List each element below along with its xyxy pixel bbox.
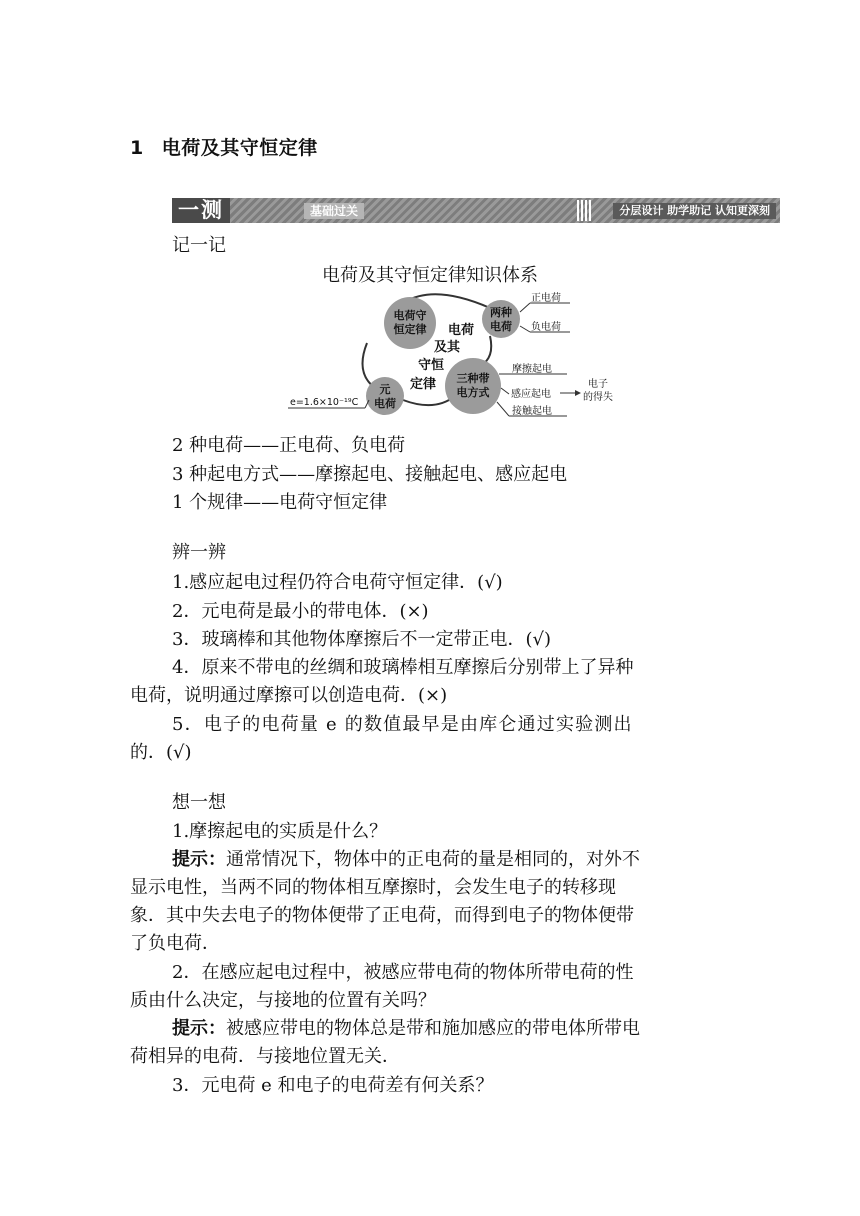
label-positive: 正电荷 xyxy=(531,293,561,304)
think-answer-2-line-2: 荷相异的电荷．与接地位置无关． xyxy=(130,1046,400,1067)
think-question-2-line-2: 质由什么决定，与接地的位置有关吗？ xyxy=(130,990,436,1011)
branch-induction-line xyxy=(501,388,509,394)
branch-contact-line xyxy=(497,402,509,416)
banner-middle-label: 基础过关 xyxy=(304,203,364,219)
distinguish-item-2: 2．元电荷是最小的带电体．(×) xyxy=(172,601,429,622)
diagram-title: 电荷及其守恒定律知识体系 xyxy=(322,265,538,286)
distinguish-item-4a: 4．原来不带电的丝绸和玻璃棒相互摩擦后分别带上了异种 xyxy=(172,657,634,678)
node-elementary-l2: 电荷 xyxy=(374,397,396,410)
hint-label-2: 提示： xyxy=(172,1018,226,1039)
node-two-kinds-l1: 两种 xyxy=(490,306,512,319)
label-e-value: e=1.6×10⁻¹⁹C xyxy=(290,397,359,408)
distinguish-item-1: 1.感应起电过程仍符合电荷守恒定律．(√) xyxy=(172,572,503,593)
label-electron-l2: 的得失 xyxy=(583,392,613,403)
think-question-2-line-1: 2．在感应起电过程中，被感应带电荷的物体所带电荷的性 xyxy=(172,962,634,983)
answer-2-text-1: 被感应带电的物体总是带和施加感应的带电体所带电 xyxy=(226,1018,640,1039)
branch-neg-line xyxy=(520,326,530,332)
banner-right-label: 分层设计 助学助记 认知更深刻 xyxy=(613,203,776,219)
think-question-1: 1.摩擦起电的实质是什么？ xyxy=(172,821,388,842)
summary-line-3: 1 个规律——电荷守恒定律 xyxy=(172,492,388,513)
think-answer-1-line-3: 象．其中失去电子的物体便带了正电荷，而得到电子的物体便带 xyxy=(130,905,634,926)
label-negative: 负电荷 xyxy=(531,322,561,333)
label-induction: 感应起电 xyxy=(511,389,551,400)
lesson-number: 1 xyxy=(130,137,144,159)
distinguish-item-5b: 的．(√) xyxy=(130,742,192,763)
distinguish-item-4b: 电荷，说明通过摩擦可以创造电荷．(×) xyxy=(130,685,448,706)
think-answer-1-line-2: 显示电性，当两不同的物体相互摩擦时，会发生电子的转移现 xyxy=(130,877,616,898)
heading-think: 想一想 xyxy=(172,792,226,813)
distinguish-item-5a: 5．电子的电荷量 e 的数值最早是由库仑通过实验测出 xyxy=(172,714,633,735)
distinguish-item-3: 3．玻璃棒和其他物体摩擦后不一定带正电．(√) xyxy=(172,629,551,650)
node-two-kinds-l2: 电荷 xyxy=(490,320,512,333)
lesson-title xyxy=(130,133,318,160)
hint-label-1: 提示： xyxy=(172,849,226,870)
heading-remember: 记一记 xyxy=(172,235,226,256)
label-electron-l1: 电子 xyxy=(588,379,608,390)
summary-line-2: 3 种起电方式——摩擦起电、接触起电、感应起电 xyxy=(172,464,568,485)
summary-line-1: 2 种电荷——正电荷、负电荷 xyxy=(172,435,406,456)
node-conservation-l1: 电荷守 xyxy=(393,309,427,322)
think-answer-2-line-1 xyxy=(172,1015,640,1042)
banner-bars xyxy=(577,200,591,221)
center-l3: 守恒 xyxy=(417,358,445,373)
label-friction: 摩擦起电 xyxy=(512,364,552,375)
center-l2: 及其 xyxy=(433,340,461,355)
center-l1: 电荷 xyxy=(447,323,475,338)
label-contact: 接触起电 xyxy=(512,406,552,417)
answer-1-text-1: 通常情况下，物体中的正电荷的量是相同的，对外不 xyxy=(226,849,640,870)
induction-arrow-head xyxy=(575,390,581,396)
think-answer-1-line-1 xyxy=(172,846,640,873)
heading-distinguish: 辨一辨 xyxy=(172,542,226,563)
node-three-ways-l2: 电方式 xyxy=(456,386,490,399)
node-elementary-l1: 元 xyxy=(379,383,391,396)
node-three-ways-l1: 三种带 xyxy=(456,372,490,385)
section-banner xyxy=(172,198,780,223)
think-answer-1-line-4: 了负电荷． xyxy=(130,933,220,954)
branch-pos-line xyxy=(520,303,530,312)
arc-bottom xyxy=(403,396,455,405)
node-conservation-l2: 恒定律 xyxy=(393,323,427,336)
banner-left-label: 一测 xyxy=(172,198,230,223)
lesson-title-text: 电荷及其守恒定律 xyxy=(161,137,318,159)
knowledge-diagram xyxy=(285,288,615,423)
center-l4: 定律 xyxy=(409,377,437,392)
think-question-3: 3．元电荷 e 和电子的电荷差有何关系？ xyxy=(172,1075,494,1096)
